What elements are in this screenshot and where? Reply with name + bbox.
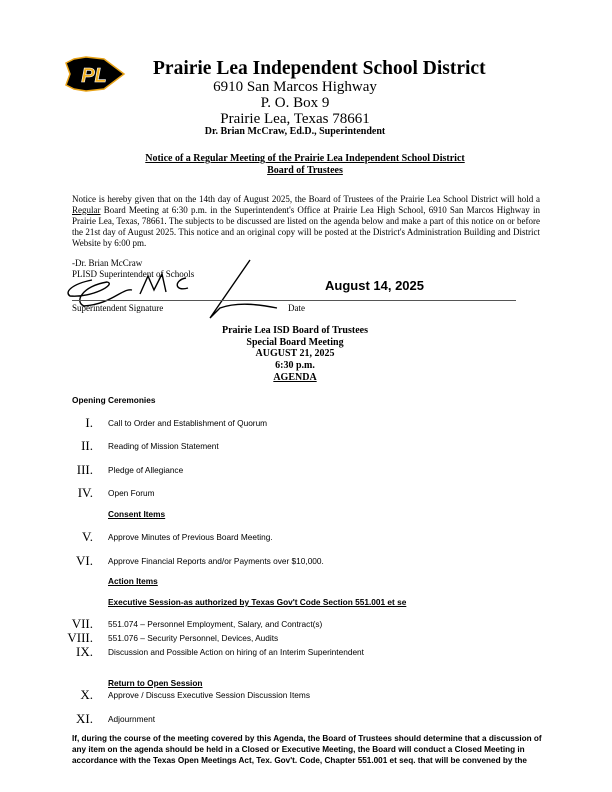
signature-date: August 14, 2025 bbox=[325, 278, 424, 293]
superintendent-line: Dr. Brian McCraw, Ed.D., Superintendent bbox=[204, 126, 386, 137]
notice-text-rest: Board Meeting at 6:30 p.m. in the Superintendent's Office at Prairie Lea High School, 6910 San Marcos Highway in Prairie Lea, Texas, 78661. The subjects to be discussed are listed on the agenda below and make a part of this notice on or before the 21st day of August 2025. This notice and an original copy will be posted at the District's Administration Building and District Website by 6:00 pm. bbox=[72, 205, 540, 248]
signer-title: PLISD Superintendent of Schools bbox=[72, 269, 195, 279]
agenda-title: AGENDA bbox=[273, 372, 317, 383]
signature-line bbox=[72, 300, 516, 301]
notice-regular: Regular bbox=[72, 205, 101, 215]
section-executive-session: Executive Session-as authorized by Texas Gov't Code Section 551.001 et se bbox=[108, 597, 407, 607]
signer-name: -Dr. Brian McCraw bbox=[72, 258, 143, 268]
address-line-2: P. O. Box 9 bbox=[260, 95, 330, 111]
section-opening-ceremonies: Opening Ceremonies bbox=[72, 395, 156, 405]
section-action-items: Action Items bbox=[108, 576, 158, 586]
district-logo bbox=[64, 55, 126, 93]
item-number: VI. bbox=[76, 553, 93, 568]
closed-meeting-notice: If, during the course of the meeting covered by this Agenda, the Board of Trustees should determine that a discussion of any item on the agenda should be held in a Closed or Executive Meeting, the Board will conduct a Closed Meeting in accordance with the Texas Open Meetings Act, Tex. Gov't. Code, Chapter 551.001 et seq. that will be convened by the bbox=[72, 734, 542, 765]
item-number: IV. bbox=[77, 485, 93, 500]
address-line-1: 6910 San Marcos Highway bbox=[213, 79, 377, 95]
meeting-time: 6:30 p.m. bbox=[275, 360, 315, 371]
meeting-date: AUGUST 21, 2025 bbox=[255, 348, 335, 359]
notice-text: Notice is hereby given that on the 14th day of August 2025, the Board of Trustees of the Prairie Lea School District will hold a bbox=[72, 194, 540, 204]
item-number: V. bbox=[82, 529, 93, 544]
agenda-item: Approve Financial Reports and/or Payments over $10,000. bbox=[108, 556, 324, 566]
notice-paragraph bbox=[72, 194, 540, 249]
signature-label: Superintendent Signature bbox=[72, 303, 164, 313]
item-number: X. bbox=[80, 687, 93, 702]
agenda-item: Call to Order and Establishment of Quorum bbox=[108, 418, 268, 428]
item-number: IX. bbox=[76, 644, 93, 659]
agenda-item: Discussion and Possible Action on hiring of an Interim Superintendent bbox=[108, 647, 364, 657]
item-number: I. bbox=[85, 415, 93, 430]
district-name: Prairie Lea Independent School District bbox=[153, 58, 486, 79]
meeting-board: Prairie Lea ISD Board of Trustees bbox=[221, 325, 368, 336]
agenda-item: Approve / Discuss Executive Session Discussion Items bbox=[108, 690, 310, 700]
notice-subheading: Board of Trustees bbox=[267, 165, 343, 176]
item-number: VIII. bbox=[67, 630, 93, 645]
notice-heading: Notice of a Regular Meeting of the Prairie Lea Independent School District bbox=[145, 153, 465, 164]
item-number: II. bbox=[81, 438, 93, 453]
date-label: Date bbox=[288, 303, 305, 313]
section-return-open-session: Return to Open Session bbox=[108, 678, 203, 688]
agenda-item: Pledge of Allegiance bbox=[108, 465, 184, 475]
svg-text:PL: PL bbox=[81, 65, 107, 87]
handwritten-signature bbox=[62, 258, 292, 328]
item-number: VII. bbox=[71, 616, 93, 631]
agenda-item: Approve Minutes of Previous Board Meeting. bbox=[108, 532, 273, 542]
agenda-item: Open Forum bbox=[108, 488, 155, 498]
item-number: XI. bbox=[76, 711, 93, 726]
agenda-item: 551.074 – Personnel Employment, Salary, and Contract(s) bbox=[108, 619, 323, 629]
section-consent-items: Consent Items bbox=[108, 509, 166, 519]
meeting-type: Special Board Meeting bbox=[246, 337, 344, 348]
address-line-3: Prairie Lea, Texas 78661 bbox=[220, 111, 370, 127]
item-number: III. bbox=[76, 462, 93, 477]
agenda-item: Adjournment bbox=[108, 714, 156, 724]
agenda-item: 551.076 – Security Personnel, Devices, Audits bbox=[108, 633, 279, 643]
agenda-item: Reading of Mission Statement bbox=[108, 441, 219, 451]
